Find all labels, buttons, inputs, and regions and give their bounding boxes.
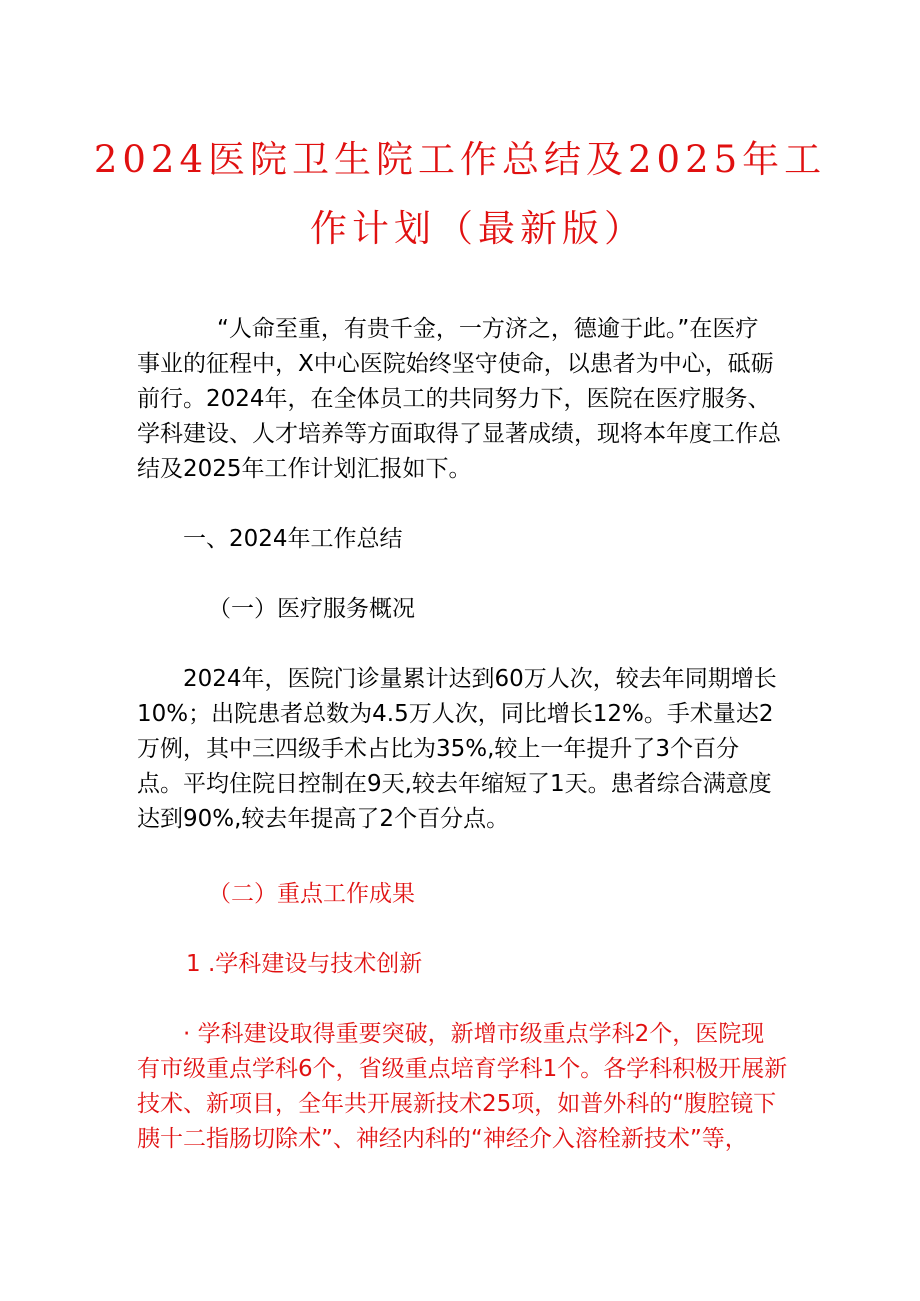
medical-service-line-3: 万例，其中三四级手术占比为35%,较上一年提升了3个百分 [137,736,740,762]
discipline-line-2: 有市级重点学科6个，省级重点培育学科1个。各学科积极开展新 [137,1056,788,1082]
medical-service-line-2: 10%；出院患者总数为4.5万人次，同比增长12%。手术量达2 [137,701,774,727]
intro-line-1: “人命至重，有贵千金，一方济之，德逾于此。”在医疗 [217,316,759,342]
medical-service-line-4: 点。平均住院日控制在9天,较去年缩短了1天。患者综合满意度 [137,771,772,797]
discipline-line-4: 胰十二指肠切除术”、神经内科的“神经介入溶栓新技术”等， [137,1126,748,1152]
item-heading-discipline: 1 .学科建设与技术创新 [186,951,423,977]
intro-paragraph [137,312,787,487]
intro-line-5: 结及2025年工作计划汇报如下。 [137,456,472,482]
intro-line-3: 前行。2024年，在全体员工的共同努力下，医院在医疗服务、 [137,386,771,412]
discipline-paragraph [137,1017,787,1157]
medical-service-line-5: 达到90%,较去年提高了2个百分点。 [137,806,510,832]
medical-service-paragraph [137,662,787,837]
document-title-line2: 作计划（最新版） [310,207,646,250]
medical-service-line-1: 2024年，医院门诊量累计达到60万人次，较去年同期增长 [183,666,777,692]
subsection-heading-medical-service: （一）医疗服务概况 [208,596,415,622]
subsection-heading-key-results: （二）重点工作成果 [208,881,415,907]
discipline-line-3: 技术、新项目，全年共开展新技术25项，如普外科的“腹腔镜下 [137,1091,777,1117]
document-title-line1: 2024医院卫生院工作总结及2025年工 [93,138,827,181]
intro-line-4: 学科建设、人才培养等方面取得了显著成绩，现将本年度工作总 [137,421,781,447]
section-heading-summary: 一、2024年工作总结 [183,526,403,552]
discipline-line-1: · 学科建设取得重要突破，新增市级重点学科2个，医院现 [183,1021,765,1047]
intro-line-2: 事业的征程中，X中心医院始终坚守使命，以患者为中心，砥砺 [137,351,774,377]
